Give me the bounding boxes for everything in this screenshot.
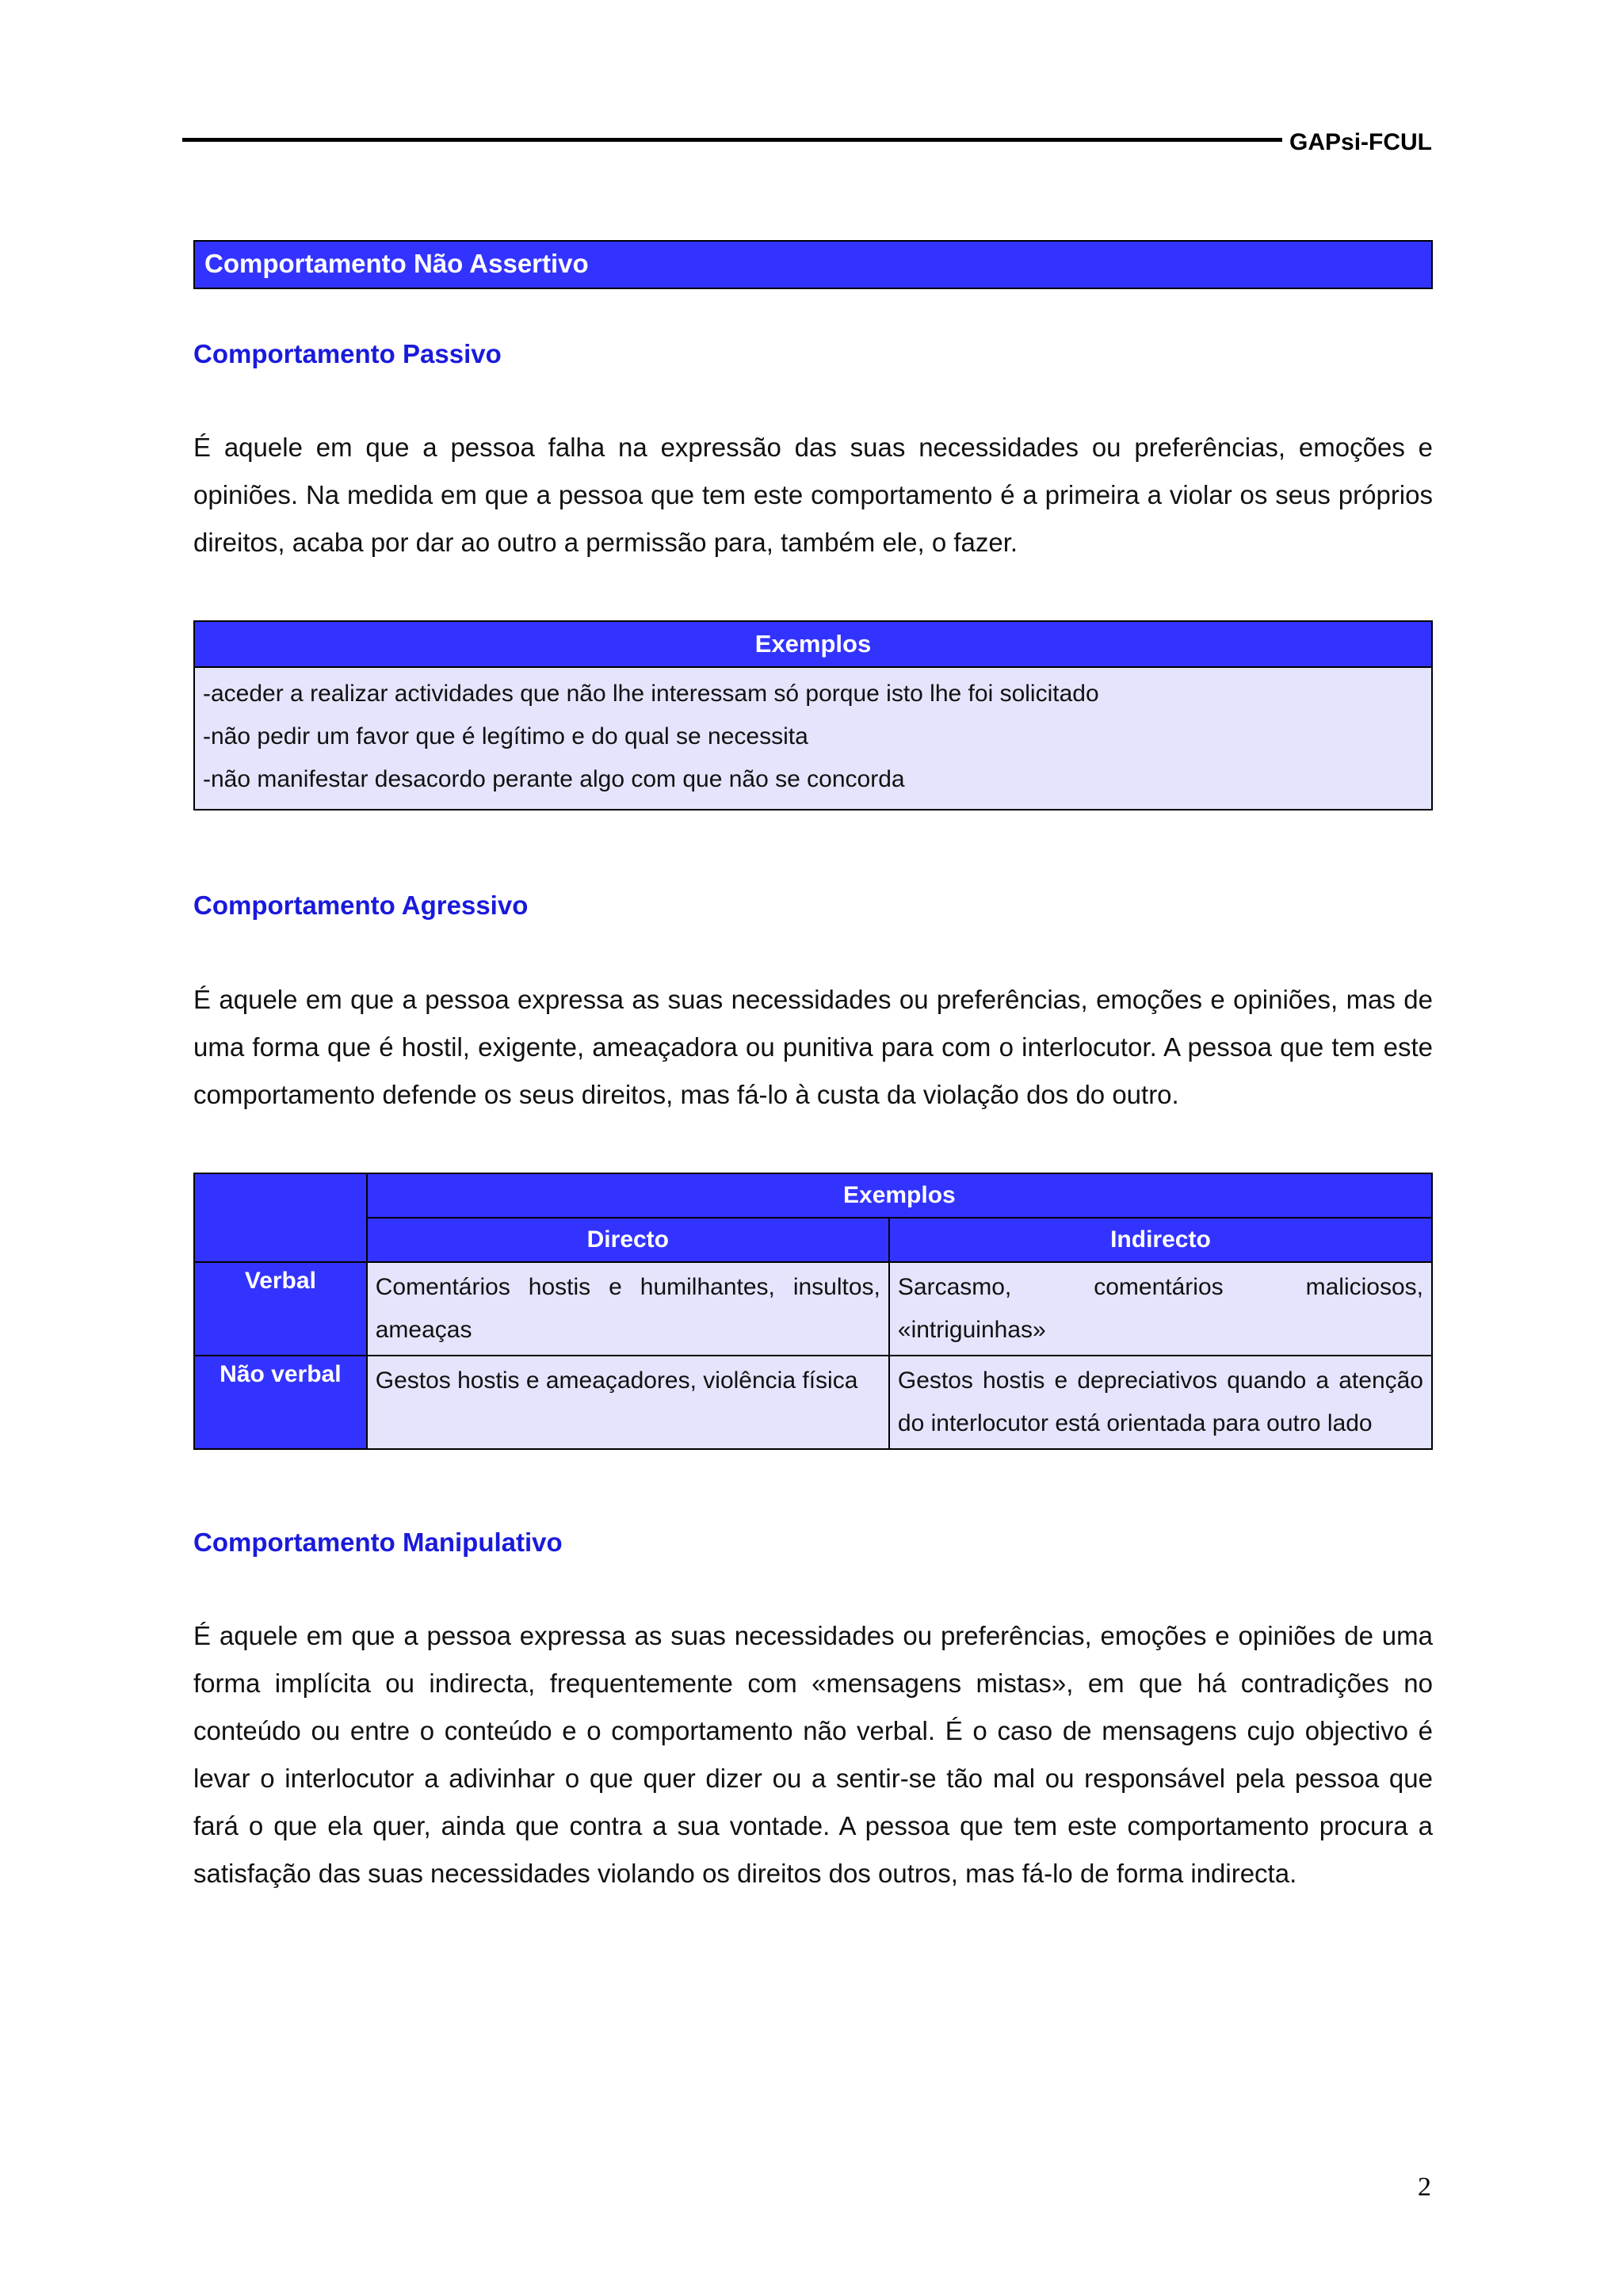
table-corner [194, 1173, 367, 1262]
row-header-nao-verbal: Não verbal [194, 1356, 367, 1449]
page-number: 2 [1418, 2172, 1431, 2202]
heading-agressivo: Comportamento Agressivo [193, 891, 529, 920]
cell-indirect: Sarcasmo, comentários maliciosos, «intriguinhas» [889, 1262, 1432, 1356]
header-org: GAPsi-FCUL [1289, 129, 1432, 155]
heading-passivo: Comportamento Passivo [193, 339, 502, 368]
cell-direct: Comentários hostis e humilhantes, insultos, ameaças [367, 1262, 889, 1356]
column-header-direct: Directo [367, 1218, 889, 1262]
example-item: -não manifestar desacordo perante algo com que não se concorda [203, 766, 905, 792]
example-item: -aceder a realizar actividades que não lhe interessam só porque isto lhe foi solicitado [203, 681, 1099, 707]
table-row [194, 1356, 1432, 1449]
examples-table-agressivo [193, 1173, 1433, 1450]
examples-table-body [195, 668, 1431, 809]
paragraph-manipulativo: É aquele em que a pessoa expressa as suas necessidades ou preferências, emoções e opiniões de uma forma implícita ou indirecta, frequentemente com «mensagens mistas», em que há contradições no conteúdo ou entre o conteúdo e o comportamento não verbal. É o caso de mensagens cujo objectivo é levar o interlocutor a adivinhar o que quer dizer ou a sentir-se tão mal ou responsável pela pessoa que fará o que ela quer, ainda que contra a sua vontade. A pessoa que tem este comportamento procura a satisfação das suas necessidades violando os direitos dos outros, mas fá-lo de forma indirecta. [193, 1621, 1433, 1888]
section-banner: Comportamento Não Assertivo [193, 240, 1433, 289]
row-header-verbal: Verbal [194, 1262, 367, 1356]
cell-direct: Gestos hostis e ameaçadores, violência física [367, 1356, 889, 1449]
header-rule [182, 138, 1282, 142]
cell-indirect: Gestos hostis e depreciativos quando a atenção do interlocutor está orientada para outro lado [889, 1356, 1432, 1449]
paragraph-agressivo: É aquele em que a pessoa expressa as suas necessidades ou preferências, emoções e opiniões, mas de uma forma que é hostil, exigente, ameaçadora ou punitiva para com o interlocutor. A pessoa que tem este comportamento defende os seus direitos, mas fá-lo à custa da violação dos do outro. [193, 985, 1433, 1109]
examples-table-passivo [193, 620, 1433, 810]
heading-manipulativo: Comportamento Manipulativo [193, 1527, 563, 1557]
table-row [194, 1262, 1432, 1356]
table-title: Exemplos [367, 1173, 1432, 1218]
paragraph-passivo: É aquele em que a pessoa falha na expressão das suas necessidades ou preferências, emoções e opiniões. Na medida em que a pessoa que tem este comportamento é a primeira a violar os seus próprios direitos, acaba por dar ao outro a permissão para, também ele, o fazer. [193, 433, 1433, 557]
example-item: -não pedir um favor que é legítimo e do qual se necessita [203, 723, 808, 749]
examples-table-header: Exemplos [195, 622, 1431, 668]
column-header-indirect: Indirecto [889, 1218, 1432, 1262]
